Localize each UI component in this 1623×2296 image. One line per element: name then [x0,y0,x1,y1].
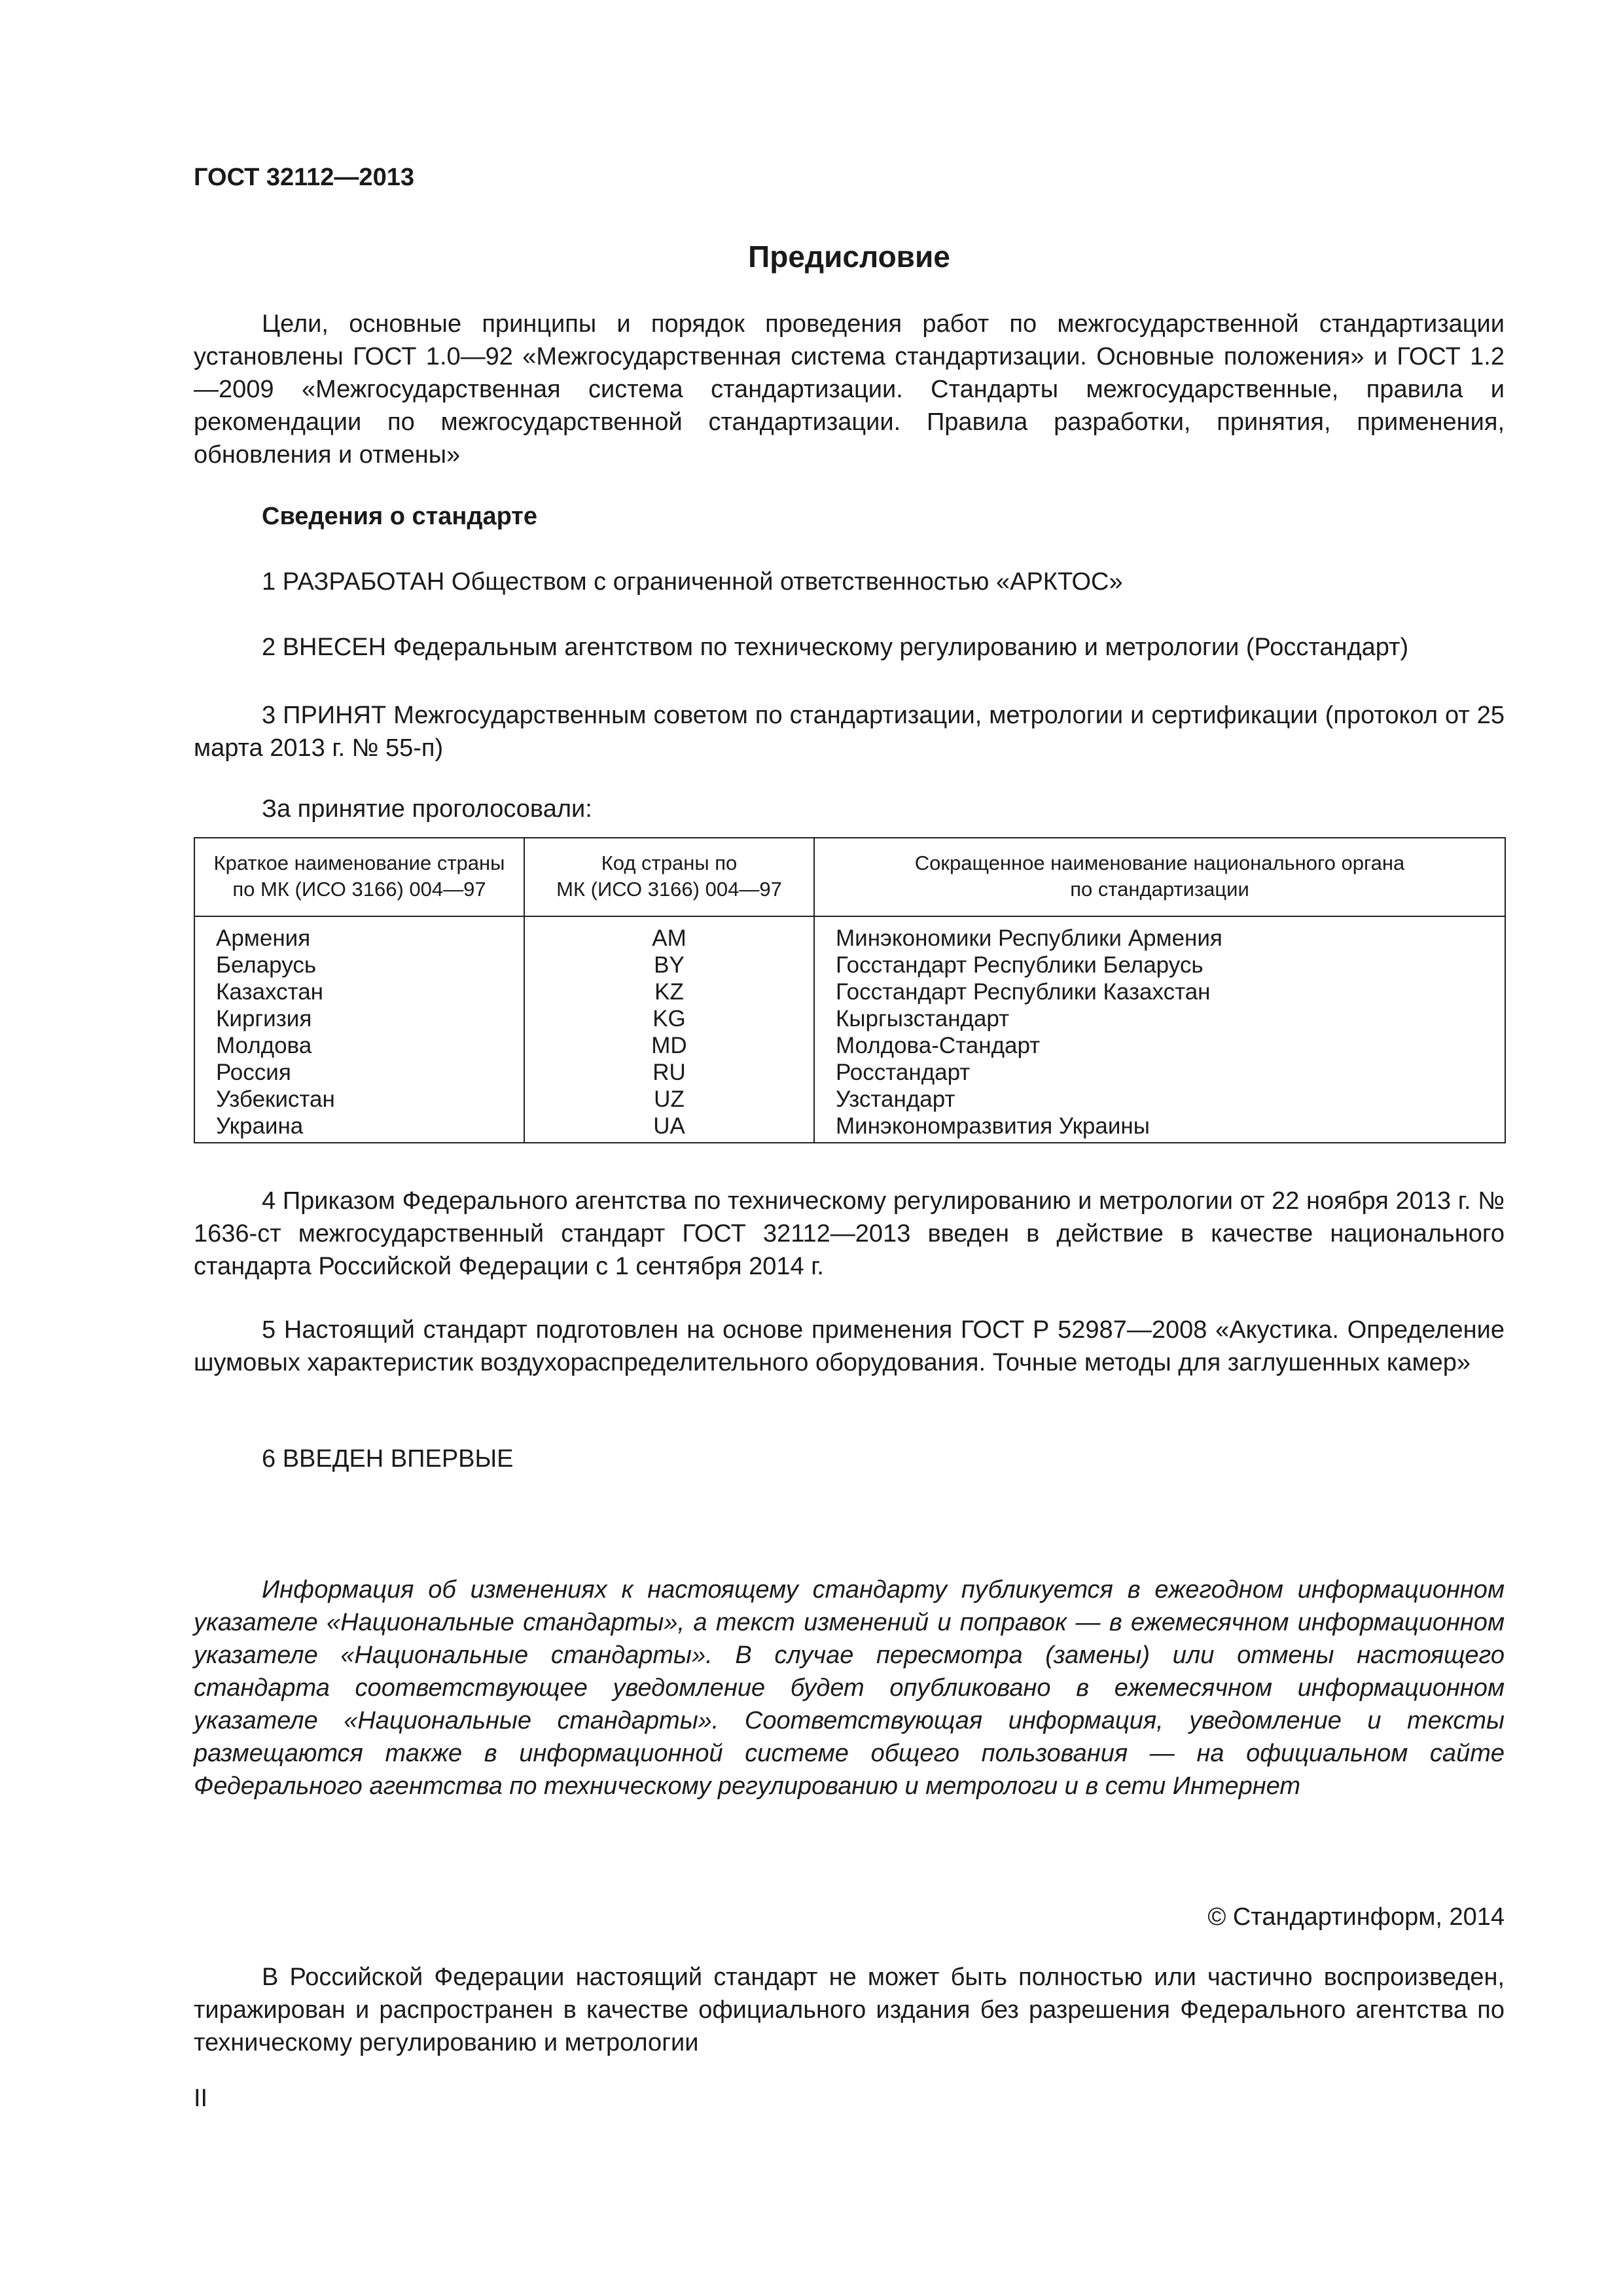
changes-info-paragraph [194,1573,1505,1803]
item-enacted-text: 4 Приказом Федерального агентства по техническому регулированию и метрологии от 22 ноября 2013 г. № 1636-ст межгосударственный стандарт ГОСТ 32112—2013 введен в действие в качестве национального стандарта Российской Федерации с 1 сентября 2014 г. [194,1187,1505,1280]
page-number: II [194,2085,208,2112]
cell-code: RU [524,1059,814,1086]
table-row [194,978,1505,1005]
page-title: Предисловие [748,240,950,274]
header-national-body: Сокращенное наименование национального органа по стандартизации [814,838,1505,916]
changes-info-text: Информация об изменениях к настоящему стандарту публикуется в ежегодном информационном указателе «Национальные стандарты», а текст изменений и поправок — в ежемесячном информационном указателе «Национальные стандарты». В случае пересмотра (замены) или отмены настоящего стандарта соответствующее уведомление будет опубликовано в ежемесячном информационном указателе «Национальные стандарты». Соответствующая информация, уведомление и тексты размещаются также в информационной системе общего пользования — на официальном сайте Федерального агентства по техническому регулированию и метрологи и в сети Интернет [194,1576,1505,1800]
cell-body: Росстандарт [814,1059,1505,1086]
table-row [194,1113,1505,1143]
table-row [194,1059,1505,1086]
table-row [194,952,1505,978]
reproduction-notice [194,1961,1505,2059]
item-basis [194,1314,1505,1379]
voted-label: За принятие проголосовали: [262,795,592,823]
header-country-code: Код страны по МК (ИСО 3166) 004—97 [524,838,814,916]
table-row [194,1005,1505,1032]
cell-body: Узстандарт [814,1086,1505,1113]
cell-country: Армения [194,916,524,952]
reproduction-text: В Российской Федерации настоящий стандарт не может быть полностью или частично воспроизведен, тиражирован и распространен в качестве официального издания без разрешения Федерального агентства по техническому регулированию и метрологии [194,1964,1505,2056]
document-page [194,0,1505,2296]
item-enacted [194,1185,1505,1283]
intro-text: Цели, основные принципы и порядок проведения работ по межгосударственной стандартизации установлены ГОСТ 1.0—92 «Межгосударственная система стандартизации. Основные положения» и ГОСТ 1.2—2009 «Межгосударственная система стандартизации. Стандарты межгосударственные, правила и рекомендации по межгосударственной стандартизации. Правила разработки, принятия, применения, обновления и отмены» [194,310,1505,469]
table-row [194,916,1505,952]
cell-code: KG [524,1005,814,1032]
cell-code: KZ [524,978,814,1005]
cell-country: Беларусь [194,952,524,978]
copyright-line: © Стандартинформ, 2014 [1207,1903,1505,1931]
header-country-name: Краткое наименование страны по МК (ИСО 3166) 004—97 [194,838,524,916]
cell-code: BY [524,952,814,978]
item-introduced: 6 ВВЕДЕН ВПЕРВЫЕ [262,1445,514,1473]
cell-body: Минэкономразвития Украины [814,1113,1505,1143]
cell-code: AM [524,916,814,952]
cell-body: Кыргызстандарт [814,1005,1505,1032]
cell-country: Украина [194,1113,524,1143]
cell-country: Киргизия [194,1005,524,1032]
cell-country: Молдова [194,1032,524,1059]
table-row [194,1086,1505,1113]
standard-code-header: ГОСТ 32112—2013 [194,164,414,191]
cell-code: UA [524,1113,814,1143]
item-adopted-text: 3 ПРИНЯТ Межгосударственным советом по стандартизации, метрологии и сертификации (протокол от 25 марта 2013 г. № 55-п) [194,702,1505,762]
table-header-row [194,838,1505,916]
table-row [194,1032,1505,1059]
cell-country: Россия [194,1059,524,1086]
item-basis-text: 5 Настоящий стандарт подготовлен на основе применения ГОСТ Р 52987—2008 «Акустика. Определение шумовых характеристик воздухораспределительного оборудования. Точные методы для заглушенных камер» [194,1316,1505,1376]
cell-body: Госстандарт Республики Казахстан [814,978,1505,1005]
info-heading: Сведения о стандарте [262,503,538,530]
item-adopted [194,699,1505,764]
cell-country: Казахстан [194,978,524,1005]
cell-body: Минэкономики Республики Армения [814,916,1505,952]
cell-country: Узбекистан [194,1086,524,1113]
item-submitted: 2 ВНЕСЕН Федеральным агентством по техническому регулированию и метрологии (Росстандарт) [262,634,1409,661]
item-developed: 1 РАЗРАБОТАН Обществом с ограниченной ответственностью «АРКТОС» [262,568,1123,596]
cell-body: Госстандарт Республики Беларусь [814,952,1505,978]
cell-body: Молдова-Стандарт [814,1032,1505,1059]
intro-paragraph [194,308,1505,471]
voting-table [194,837,1506,1143]
cell-code: MD [524,1032,814,1059]
cell-code: UZ [524,1086,814,1113]
